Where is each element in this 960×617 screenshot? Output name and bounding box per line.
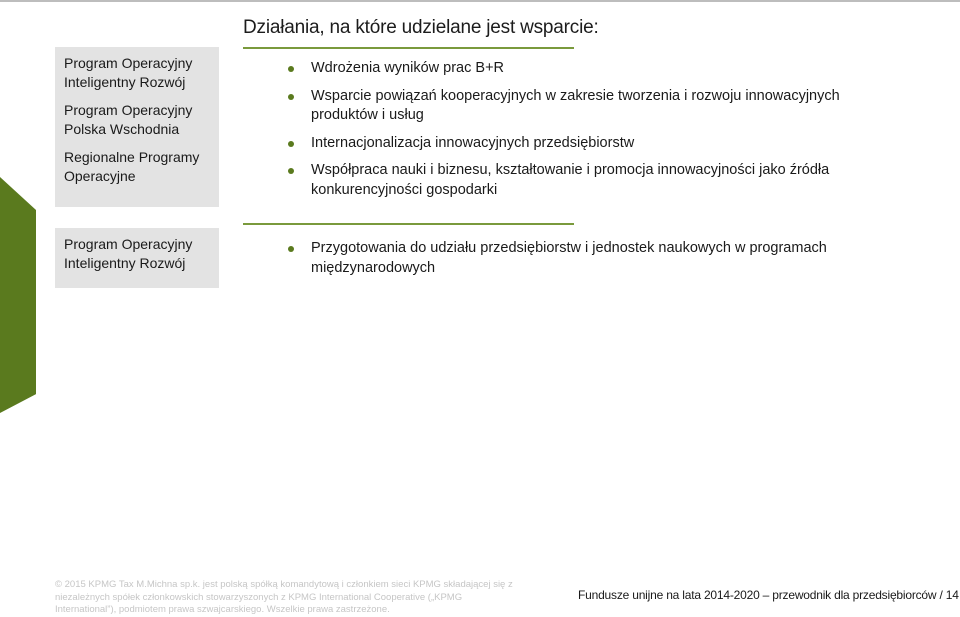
- bullet-icon: [288, 246, 294, 252]
- section2-divider: [243, 223, 574, 225]
- list-item: [288, 134, 888, 154]
- list-item: [288, 59, 888, 79]
- footer-title: Fundusze unijne na lata 2014-2020 – przewodnik dla przedsiębiorców: [578, 588, 937, 602]
- list-item-text: Internacjonalizacja innowacyjnych przedsiębiorstw: [311, 134, 635, 151]
- list-item-text: Współpraca nauki i biznesu, kształtowanie i promocja innowacyjności jako źródła konkurencyjności gospodarki: [311, 162, 830, 198]
- footer-legal-text: © 2015 KPMG Tax M.Michna sp.k. jest polską spółką komandytową i członkiem sieci KPMG składającej się z niezależnych spółek członkowskich stowarzyszonych z KPMG International Cooperative („KPMG International”), podmiotem prawa szwajcarskiego. Wszelkie prawa zastrzeżone.: [55, 579, 513, 615]
- footer-separator: /: [939, 588, 943, 602]
- top-border: [0, 0, 960, 2]
- section1-divider: [243, 47, 574, 49]
- program-label: Program Operacyjny Inteligentny Rozwój: [64, 236, 193, 271]
- footer-page-info: [578, 588, 959, 602]
- program-label: Program Operacyjny Inteligentny Rozwój: [64, 55, 193, 90]
- section2-program-box: [55, 228, 219, 288]
- program-label: Program Operacyjny Polska Wschodnia: [64, 102, 193, 137]
- side-accent-shape: [0, 177, 36, 413]
- section1-program-box: [55, 47, 219, 207]
- bullet-icon: [288, 141, 294, 147]
- section1-bullet-list: [288, 59, 888, 208]
- page-heading: Działania, na które udzielane jest wsparcie:: [243, 17, 599, 38]
- list-item-text: Wdrożenia wyników prac B+R: [311, 60, 505, 76]
- program-label: Regionalne Programy Operacyjne: [64, 149, 200, 184]
- list-item-text: Wsparcie powiązań kooperacyjnych w zakresie tworzenia i rozwoju innowacyjnych produktów i usług: [311, 87, 840, 123]
- bullet-icon: [288, 94, 294, 100]
- list-item: [288, 87, 888, 126]
- section2-bullet-list: [288, 239, 888, 286]
- bullet-icon: [288, 66, 294, 72]
- list-item-text: Przygotowania do udziału przedsiębiorstw i jednostek naukowych w programach międzynarodowych: [311, 240, 827, 276]
- page-number: 14: [945, 588, 959, 602]
- list-item: [288, 239, 888, 278]
- list-item: [288, 161, 888, 200]
- bullet-icon: [288, 168, 294, 174]
